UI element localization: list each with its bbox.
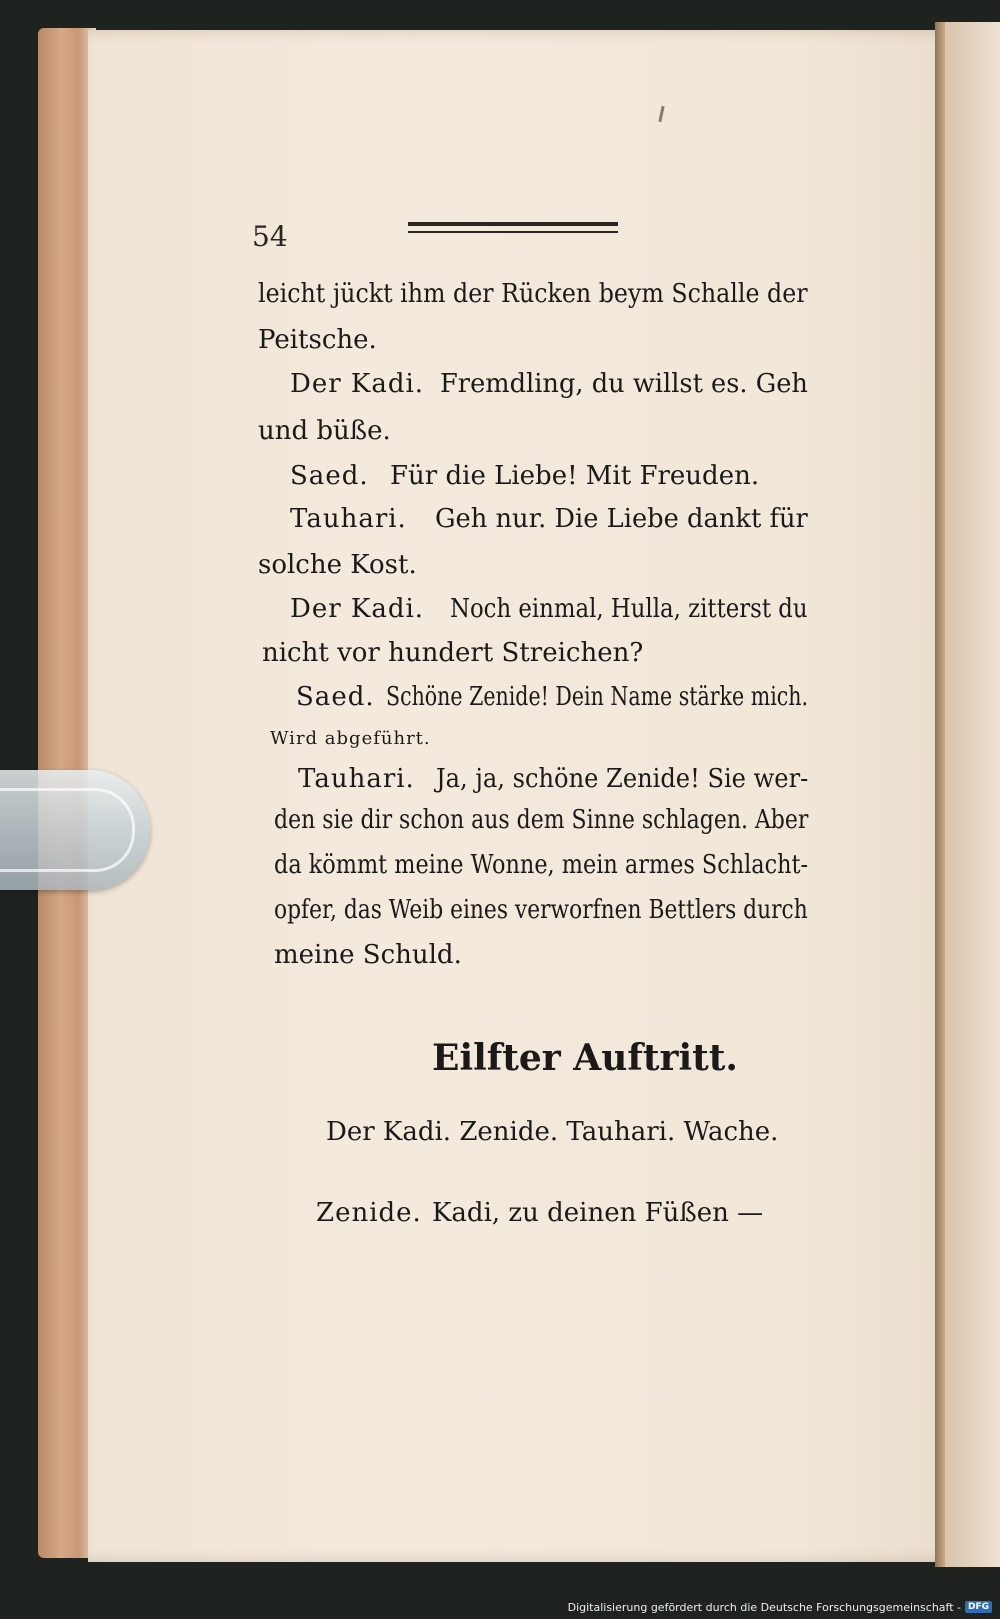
speaker-name: Saed.: [296, 682, 375, 712]
text-line: da kömmt meine Wonne, mein armes Schlacht-: [274, 850, 809, 880]
footer-credit: Digitalisierung gefördert durch die Deutsche Forschungsgemeinschaft -: [567, 1600, 961, 1614]
speaker-name: Tauhari.: [290, 504, 407, 534]
text-line: Peitsche.: [258, 325, 377, 355]
text-line: und büße.: [258, 416, 391, 446]
text-line: nicht vor hundert Streichen?: [262, 638, 644, 668]
text-line: Fremdling, du willst es. Geh: [440, 369, 808, 399]
text-line: meine Schuld.: [274, 940, 462, 970]
speaker-name: Der Kadi.: [290, 369, 425, 399]
speaker-name: Zenide.: [316, 1198, 422, 1228]
stage-direction: Wird abgeführt.: [270, 728, 431, 749]
text-line: leicht jückt ihm der Rücken beym Schalle der: [258, 279, 808, 309]
text-line: Für die Liebe! Mit Freuden.: [390, 461, 760, 491]
book-page: [88, 30, 956, 1562]
dfg-logo-icon: DFG: [965, 1601, 992, 1613]
page-number: 54: [252, 220, 288, 253]
text-line: Kadi, zu deinen Füßen —: [432, 1198, 764, 1228]
text-line: Geh nur. Die Liebe dankt für: [435, 504, 808, 534]
digitization-footer: [568, 1599, 992, 1615]
text-line: solche Kost.: [258, 550, 417, 580]
text-line: Noch einmal, Hulla, zitterst du: [450, 594, 808, 624]
book-gutter: [935, 22, 945, 1567]
speaker-name: Der Kadi.: [290, 594, 425, 624]
text-line: opfer, das Weib eines verworfnen Bettlers durch: [274, 895, 808, 925]
facing-page-edge: [945, 22, 1000, 1567]
scene-cast: Der Kadi. Zenide. Tauhari. Wache.: [326, 1117, 779, 1147]
speaker-name: Saed.: [290, 461, 369, 491]
text-line: Ja, ja, schöne Zenide! Sie wer-: [436, 764, 809, 794]
text-line: den sie dir schon aus dem Sinne schlagen. Aber: [274, 805, 809, 835]
speaker-name: Tauhari.: [298, 764, 415, 794]
text-line: Schöne Zenide! Dein Name stärke mich.: [386, 682, 809, 712]
scene-heading: Eilfter Auftritt.: [432, 1037, 738, 1079]
header-rule-thin: [408, 231, 618, 233]
bookmark-highlight: [0, 788, 135, 872]
header-rule: [408, 222, 618, 226]
